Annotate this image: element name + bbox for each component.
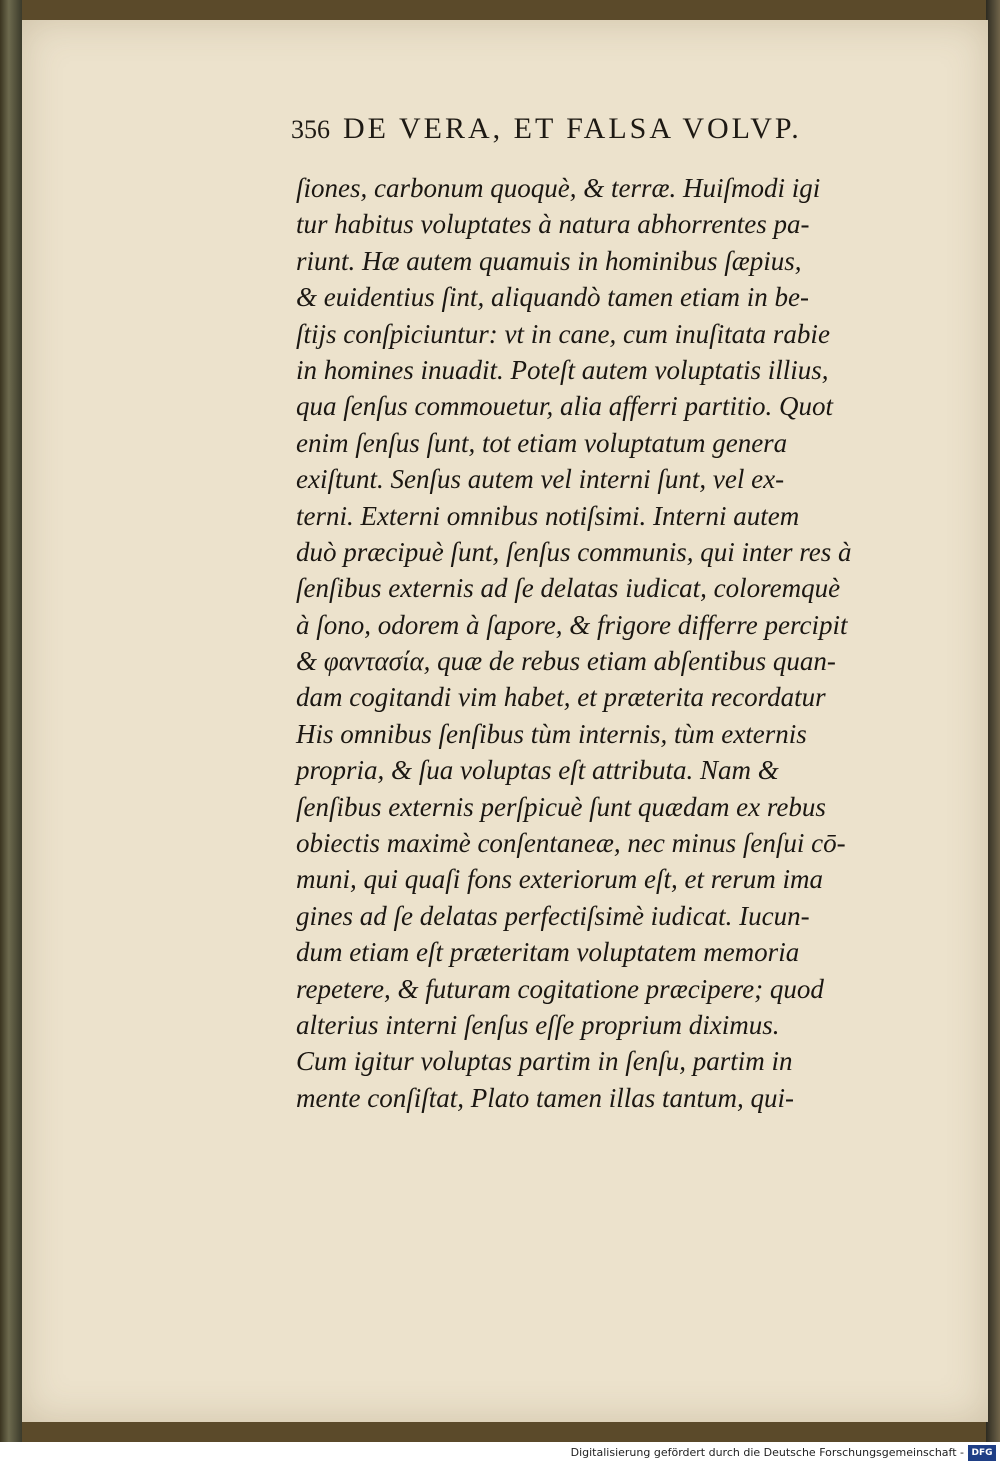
text-line: muni, qui quaſi fons exteriorum eſt, et rerum ima — [296, 864, 823, 895]
text-line: tur habitus voluptates à natura abhorrentes pa- — [296, 209, 810, 240]
funding-credit: Digitalisierung gefördert durch die Deutsche Forschungsgemeinschaft - — [570, 1446, 964, 1459]
footer-bar — [0, 1442, 1000, 1465]
page-header — [291, 112, 901, 152]
text-line: riunt. Hæ autem quamuis in hominibus ſæpius, — [296, 245, 802, 276]
text-line: Cum igitur voluptas partim in ſenſu, partim in — [296, 1046, 793, 1077]
text-line: duò præcipuè ſunt, ſenſus communis, qui inter res à — [296, 536, 852, 567]
text-line: His omnibus ſenſibus tùm internis, tùm externis — [296, 718, 807, 749]
book-edge-left — [0, 0, 22, 1442]
text-line: gines ad ſe delatas perfectiſsimè iudicat. Iucun- — [296, 900, 810, 931]
text-line: ſenſibus externis ad ſe delatas iudicat, coloremquè — [296, 573, 841, 604]
text-line: ſenſibus externis perſpicuè ſunt quædam ex rebus — [296, 791, 826, 822]
text-line: & φαντασία, quæ de rebus etiam abſentibus quan- — [296, 646, 836, 677]
text-line: repetere, & futuram cogitatione præcipere; quod — [296, 973, 824, 1004]
text-line: mente conſiſtat, Plato tamen illas tantum, qui- — [296, 1082, 794, 1113]
dfg-logo: DFG — [968, 1445, 996, 1461]
text-line: exiſtunt. Senſus autem vel interni ſunt, vel ex- — [296, 464, 785, 495]
text-line: qua ſenſus commouetur, alia afferri partitio. Quot — [296, 391, 833, 422]
text-line: ſiones, carbonum quoquè, & terræ. Huiſmodi igi — [296, 173, 821, 203]
text-line: à ſono, odorem à ſapore, & frigore differre percipit — [296, 609, 848, 640]
text-line: terni. Externi omnibus notiſsimi. Interni autem — [296, 500, 800, 531]
text-line: alterius interni ſenſus eſſe proprium diximus. — [296, 1009, 780, 1040]
text-line: enim ſenſus ſunt, tot etiam voluptatum genera — [296, 427, 788, 458]
text-line: in homines inuadit. Poteſt autem voluptatis illius, — [296, 354, 829, 385]
running-head: DE VERA, ET FALSA VOLVP. — [343, 112, 802, 145]
book-edge-right — [986, 0, 1000, 1442]
text-line: ſtijs conſpiciuntur: vt in cane, cum inuſitata rabie — [296, 318, 830, 349]
body-text — [296, 170, 906, 1116]
text-line: dam cogitandi vim habet, et præterita recordatur — [296, 682, 826, 713]
page-number: 356 — [291, 115, 330, 144]
text-line: obiectis maximè conſentaneæ, nec minus ſenſui cō- — [296, 828, 846, 859]
text-line: dum etiam eſt præteritam voluptatem memoria — [296, 937, 800, 968]
text-line: & euidentius ſint, aliquandò tamen etiam in be- — [296, 282, 809, 313]
text-line: propria, & ſua voluptas eſt attributa. Nam & — [296, 755, 779, 786]
